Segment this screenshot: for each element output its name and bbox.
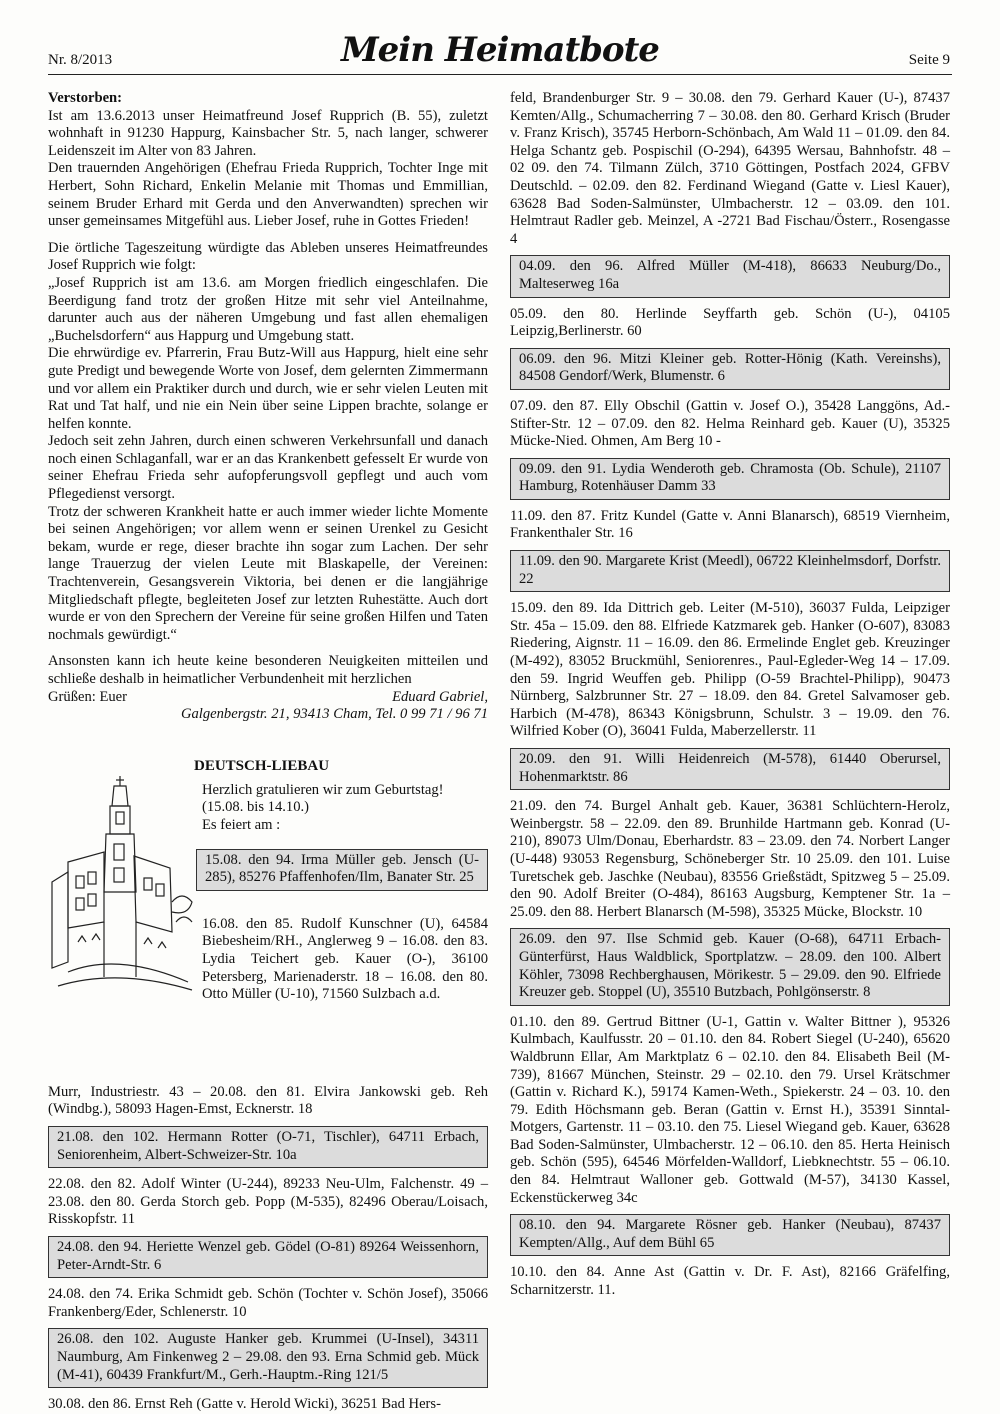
page-number: Seite 9	[908, 52, 950, 68]
obituary-paragraph: Trotz der schweren Krankheit hatte er auch immer wieder lichte Momente bei seinen Angehörigen; vor allem wenn er seinen Urenkel zu Gesicht bekam, wurde er rege, dieser brachte ihn sogar zum Lachen. Der sehr lange Trauerzug der vielen Leute mit Blaskapelle, der Vereinen: Trachtenverein, Gesangsverein Viktoria, bei denen er die langjährige Mitgliedschaft pflegte, begleiteten Josef zur letzten Ruhestätte. Auch dort wurde er von den Sprechern der Vereine für seine großen Hilfen und Taten nochmals gewürdigt.“	[48, 503, 488, 643]
header-rule	[48, 74, 952, 75]
birthday-box: 04.09. den 96. Alfred Müller (M-418), 86633 Neuburg/Do., Malteserweg 16a	[510, 255, 950, 297]
birthday-text: 16.08. den 85. Rudolf Kunschner (U), 64584 Biebesheim/RH., Anglerweg 9 – 16.08. den 83. Lydia Teichert geb. Kauer (O-), 36100 Petersberg, Marienaderstr. 18 – 16.08. den 80. Otto Müller (U-10), 71560 Sulzbach a.d.	[202, 915, 488, 1003]
left-column	[48, 90, 488, 1414]
masthead: Mein Heimatbote	[341, 30, 659, 70]
birthday-entry: 05.09. den 80. Herlinde Seyffarth geb. Schön (U-), 04105 Leipzig,Berlinerstr. 60	[510, 305, 950, 340]
intro-line: Herzlich gratulieren wir zum Geburtstag!	[202, 781, 444, 798]
birthday-entry: 01.10. den 89. Gertrud Bittner (U-1, Gattin v. Walter Bittner ), 95326 Kulmbach, Kaulfusstr. 20 – 01.10. den 84. Robert Siegel (U-240), 65620 Waldbrunn Ellar, Am Marktplatz 6 – 02.10. den 84. Elisabeth Beil (M-739), 81667 München, Steinstr. 29 – 02.10. den 79. Ursel Krätschmer (Gattin v. Richard K.), 59174 Kamen-Weth., Spiekerstr. 24 – 03. 10. den 79. Edith Höchsmann geb. Beran (Gattin v. Ernst H.), 35391 Sinntal-Motgers, Gartenstr. 11 – 03.10. den 75. Liesel Wiegand geb. Kauer, 63628 Bad Soden-Salmünster, Ulmbacherstr. 12 – 06.10. den 85. Herta Heinisch geb. Schön (595), 64546 Mörfelden-Walldorf, Liebknechtstr. 55 – 06.10. den 84. Helmtraut Walloner geb. Gottwald (M-57), 34130 Kassel, Eckenstückerweg 34c	[510, 1013, 950, 1206]
birthday-entry: 22.08. den 82. Adolf Winter (U-244), 89233 Neu-Ulm, Falchenstr. 49 – 23.08. den 80. Gerda Storch geb. Popp (M-535), 82496 Oberau/Loisach, Risskopfstr. 11	[48, 1176, 488, 1228]
issue-number: Nr. 8/2013	[48, 52, 113, 68]
birthday-box: 20.09. den 91. Willi Heidenreich (M-578), 61440 Oberursel, Hohenmarktstr. 86	[510, 748, 950, 790]
author-name: Eduard Gabriel,	[392, 688, 488, 705]
greeting: Grüßen: Euer	[48, 688, 128, 705]
right-column	[510, 90, 950, 1300]
deutsch-liebau-section	[48, 758, 488, 1088]
birthday-box: 09.09. den 91. Lydia Wenderoth geb. Chramosta (Ob. Schule), 21107 Hamburg, Rotenhäuser Damm 33	[510, 458, 950, 500]
signature-line	[48, 689, 488, 707]
birthday-entry: feld, Brandenburger Str. 9 – 30.08. den 79. Gerhard Kauer (U-), 87437 Kemten/Allg., Schumacherring 7 – 30.08. den 80. Gerhard Krisch (Bruder v. Franz Krisch), 35745 Herborn-Schönbach, Am Wald 11 – 01.09. den 84. Helga Schantz geb. Pospischil (O-294), 64395 Wersau, Bahnhofstr. 48 – 02 09. den 74. Tilmann Zülch, 3710 Göttingen, Postfach 2024, GFBV Deutschld. – 02.09. den 82. Ferdinand Wiegand (Gatte v. Liesl Kauer), 63628 Bad Soden-Salmünster, Ulmbacherstr. 12 – 03.09. den 101. Helmtraut Radler geb. Meinzel, A -2721 Bad Fischau/Österr., Rosengasse 4	[510, 90, 950, 247]
right-birthday-list	[510, 90, 950, 1300]
obituary-paragraph: Die örtliche Tageszeitung würdigte das Ableben unseres Heimatfreundes Josef Rupprich wie folgt:	[48, 239, 488, 274]
birthday-box: 26.08. den 102. Auguste Hanker geb. Krummei (U-Insel), 34311 Naumburg, Am Finkenweg 2 – 29.08. den 93. Erna Schmid geb. Mück (M-41), 60439 Frankfurt/M., Gerh.-Hauptm.-Ring 121/5	[48, 1328, 488, 1388]
left-birthday-list	[48, 1126, 488, 1414]
birthday-entry: 11.09. den 87. Fritz Kundel (Gatte v. Anni Blanarsch), 68519 Viernheim, Frankenthaler Str. 16	[510, 507, 950, 542]
obituary-paragraph: Jedoch seit zehn Jahren, durch einen schweren Verkehrsunfall und danach noch einen Schlaganfall, war er an das Krankenbett gefesselt Er wurde von seiner Ehefrau Frieda sehr aufopferungsvoll gepflegt und auch vom Pflegedienst versorgt.	[48, 433, 488, 503]
obituary-paragraph: Ansonsten kann ich heute keine besonderen Neuigkeiten mitteilen und schließe deshalb in heimatlicher Verbundenheit mit herzlichen	[48, 653, 488, 687]
obituary-heading: Verstorben:	[48, 90, 123, 106]
birthday-entry: 30.08. den 86. Ernst Reh (Gatte v. Herold Wicki), 36251 Bad Hers-	[48, 1396, 441, 1413]
section-title: DEUTSCH-LIEBAU	[194, 757, 330, 774]
intro-line: (15.08. bis 14.10.)	[202, 799, 310, 816]
birthday-box: 15.08. den 94. Irma Müller geb. Jensch (U-285), 85276 Pfaffenhofen/Ilm, Banater Str. 25	[196, 849, 488, 891]
birthday-entry: 21.09. den 74. Burgel Anhalt geb. Kauer, 36381 Schlüchtern-Herolz, Weinbergstr. 58 – 22.09. den 89. Brunhilde Hartmann geb. Konrad (U-210), 89073 Ulm/Donau, Eberhardstr. 83 – 23.09. den 74. Norbert Langer (U-448) 93053 Regensburg, Schöneberger Str. 10 25.09. den 101. Luise Turetschek geb. Jaschke (Neubau), 83556 Grießstädt, Spitzweg 5 – 25.09. den 90. Adolf Breiter (O-484), 86163 Augsburg, Kemptener Str. 1a – 25.09. den 88. Herbert Blanarsch (M-598), 35325 Mücke, Blockstr. 10	[510, 798, 950, 920]
birthday-entry: 07.09. den 87. Elly Obschil (Gattin v. Josef O.), 35428 Langgöns, Ad.-Stifter-Str. 12 – 07.09. den 82. Helma Reinhard geb. Kauer (U), 35325 Mücke-Nied. Ohmen, Am Berg 10 -	[510, 397, 950, 450]
birthday-entry: 15.09. den 89. Ida Dittrich geb. Leiter (M-510), 36037 Fulda, Leipziger Str. 45a – 15.09. den 88. Elfriede Katzmarek geb. Hanker (O-607), 83083 Riedering, Aignstr. 11 – 16.09. den 86. Ermelinde Englet geb. Kreuzinger (M-492), 83052 Bruckmühl, Seniorenres., Paul-Egleder-Weg 14 – 17.09. den 59. Ingrid Weuffen geb. Philipp (O-59 Brachtel-Philipp), 90473 Nürnberg, Salzbrunner Str. 27 – 18.09. den 84. Gretel Salvamoser geb. Harbich (M-478), 86343 Königsbrunn, Schulstr. 3 – 19.09. den 76. Wilfried Kober (O), 36041 Fulda, Maberzellerstr. 11	[510, 600, 950, 740]
birthday-box: 11.09. den 90. Margarete Krist (Meedl), 06722 Kleinhelmsdorf, Dorfstr. 22	[510, 550, 950, 592]
author-address: Galgenbergstr. 21, 93413 Cham, Tel. 0 99 71 / 96 71	[180, 706, 488, 723]
intro-line: Es feiert am :	[202, 816, 281, 833]
obituary-paragraph: Die ehrwürdige ev. Pfarrerin, Frau Butz-Will aus Happurg, hielt eine sehr gute Predigt und bewegende Worte von Josef, dem gelernten Zimmermann und vor allem ein Praktiker durch und durch, wie er sehr vielen Leuten mit Rat und Tat half, und nie ein Nein über seine Lippen brachte, solange er helfen konnte.	[48, 345, 488, 432]
section-intro	[202, 782, 488, 835]
birthday-entry: 24.08. den 74. Erika Schmidt geb. Schön (Tochter v. Schön Josef), 35066 Frankenberg/Eder, Schlenerstr. 10	[48, 1286, 488, 1320]
birthday-box: 21.08. den 102. Hermann Rotter (O-71, Tischler), 64711 Erbach, Seniorenheim, Albert-Schweizer-Str. 10a	[48, 1126, 488, 1168]
birthday-entry: 10.10. den 84. Anne Ast (Gattin v. Dr. F. Ast), 82166 Gräfelfing, Scharnitzerstr. 11.	[510, 1264, 950, 1299]
birthday-box: 26.09. den 97. Ilse Schmid geb. Kauer (O-68), 64711 Erbach-Günterfürst, Haus Waldblick, Sportplatzw. – 28.09. den 100. Albert Köhler, 73098 Rechberghausen, Mörikestr. 5 – 29.09. den 90. Elfriede Kreuzer geb. Stoppel (U), 35510 Butzbach, Pohlgönserstr. 8	[510, 928, 950, 1005]
obituary-paragraph: Den trauernden Angehörigen (Ehefrau Frieda Rupprich, Tochter Inge mit Herbert, Sohn Richard, Enkelin Melanie mit Thomas und Emmillian, seinem Bruder Erhard mit Gerda und den Anverwandten) sprechen wir unser gemeinsames Mitgefühl aus. Lieber Josef, ruhe in Gottes Frieden!	[48, 160, 488, 230]
church-sketch-icon	[48, 772, 193, 994]
obituary-paragraph: Ist am 13.6.2013 unser Heimatfreund Josef Rupprich (B. 55), zuletzt wohnhaft in 91230 Happurg, Kainsbacher Str. 5, nach langer, schwerer Leidenszeit im Alter von 83 Jahren.	[48, 107, 488, 159]
birthday-box: 08.10. den 94. Margarete Rösner geb. Hanker (Neubau), 87437 Kempten/Allg., Auf dem Bühl 65	[510, 1214, 950, 1256]
birthday-box: 24.08. den 94. Heriette Wenzel geb. Gödel (O-81) 89264 Weissenhorn, Peter-Arndt-Str. 6	[48, 1236, 488, 1278]
birthday-text: Murr, Industriestr. 43 – 20.08. den 81. Elvira Jankowski geb. Reh (Windbg.), 58093 Hagen-Emst, Ecknerstr. 18	[48, 1083, 488, 1118]
obituary-paragraph: „Josef Rupprich ist am 13.6. am Morgen friedlich eingeschlafen. Die Beerdigung fand trotz der großen Hitze mit sehr viel Anteilnahme, darunter auch aus der näheren Umgebung und fast allen ehemaligen „Buchelsdorfern“ aus Happurg und Umgebung statt.	[48, 274, 488, 344]
birthday-box: 06.09. den 96. Mitzi Kleiner geb. Rotter-Hönig (Kath. Vereinshs), 84508 Gendorf/Werk, Blumenstr. 6	[510, 348, 950, 390]
